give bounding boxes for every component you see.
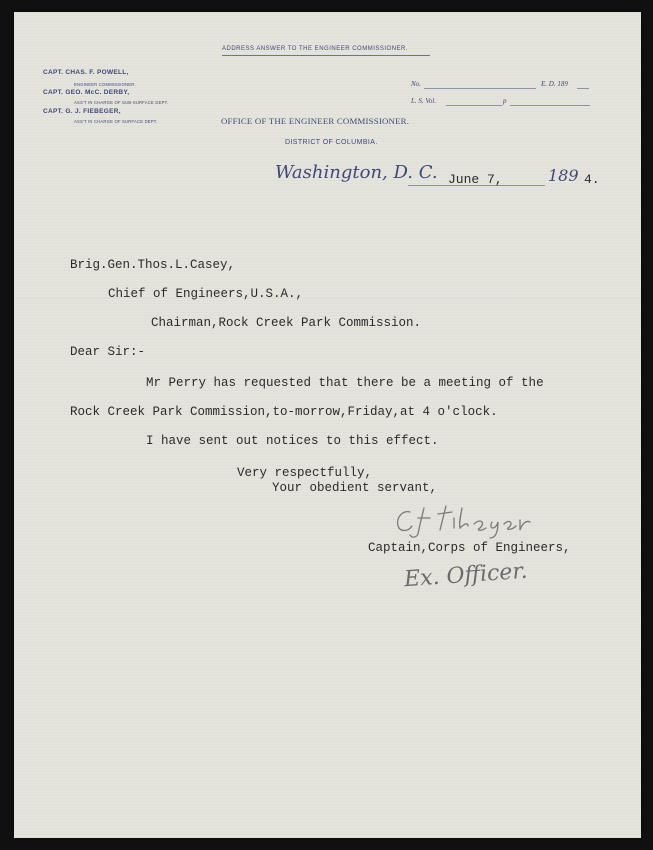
address-rule [222, 55, 430, 56]
staff-role-fiebeger: ASS'T IN CHARGE OF SURFACE DEPT. [74, 119, 158, 124]
closing-line-2: Your obedient servant, [272, 481, 438, 495]
handwritten-title: Ex. Officer. [403, 558, 529, 593]
number-label: No. [411, 80, 421, 88]
closing-line-1: Very respectfully, [237, 466, 373, 480]
body-line-2: Rock Creek Park Commission,to-morrow,Friday,at 4 o'clock. [70, 405, 498, 419]
ed-rule [577, 88, 589, 89]
place-line: Washington, D. C. [275, 162, 438, 183]
district-title: DISTRICT OF COLUMBIA. [285, 139, 378, 146]
date-typed: June 7, [448, 172, 503, 187]
body-line-1: Mr Perry has requested that there be a meeting of the [146, 376, 544, 390]
ed-label: E. D. 189 [541, 80, 568, 88]
address-instruction: ADDRESS ANSWER TO THE ENGINEER COMMISSIONER. [222, 46, 409, 52]
salutation: Dear Sir:- [70, 345, 146, 359]
year-typed: 4. [584, 172, 600, 187]
ls-vol-label: L. S. Vol. [411, 97, 437, 105]
signer-title: Captain,Corps of Engineers, [368, 541, 571, 555]
number-rule [424, 88, 536, 89]
staff-role-derby: ASS'T IN CHARGE OF SUB-SURFACE DEPT. [74, 100, 169, 105]
office-title: OFFICE OF THE ENGINEER COMMISSIONER. [221, 116, 410, 126]
ls-vol-rule [446, 105, 502, 106]
staff-name-powell: CAPT. CHAS. F. POWELL, [43, 69, 129, 76]
staff-name-fiebeger: CAPT. G. J. FIEBEGER, [43, 108, 121, 115]
ls-page-label: p [503, 97, 507, 105]
addressee-line-2: Chief of Engineers,U.S.A., [108, 287, 304, 301]
addressee-line-1: Brig.Gen.Thos.L.Casey, [70, 258, 236, 272]
handwritten-signature [388, 500, 538, 540]
year-printed: 189 [548, 166, 579, 185]
staff-name-derby: CAPT. GEO. McC. DERBY, [43, 89, 130, 96]
addressee-line-3: Chairman,Rock Creek Park Commission. [151, 316, 422, 330]
letter-sheet [14, 12, 641, 838]
body-line-3: I have sent out notices to this effect. [146, 434, 439, 448]
staff-role-powell: ENGINEER COMMISSIONER. [74, 82, 136, 87]
ls-page-rule [510, 105, 590, 106]
